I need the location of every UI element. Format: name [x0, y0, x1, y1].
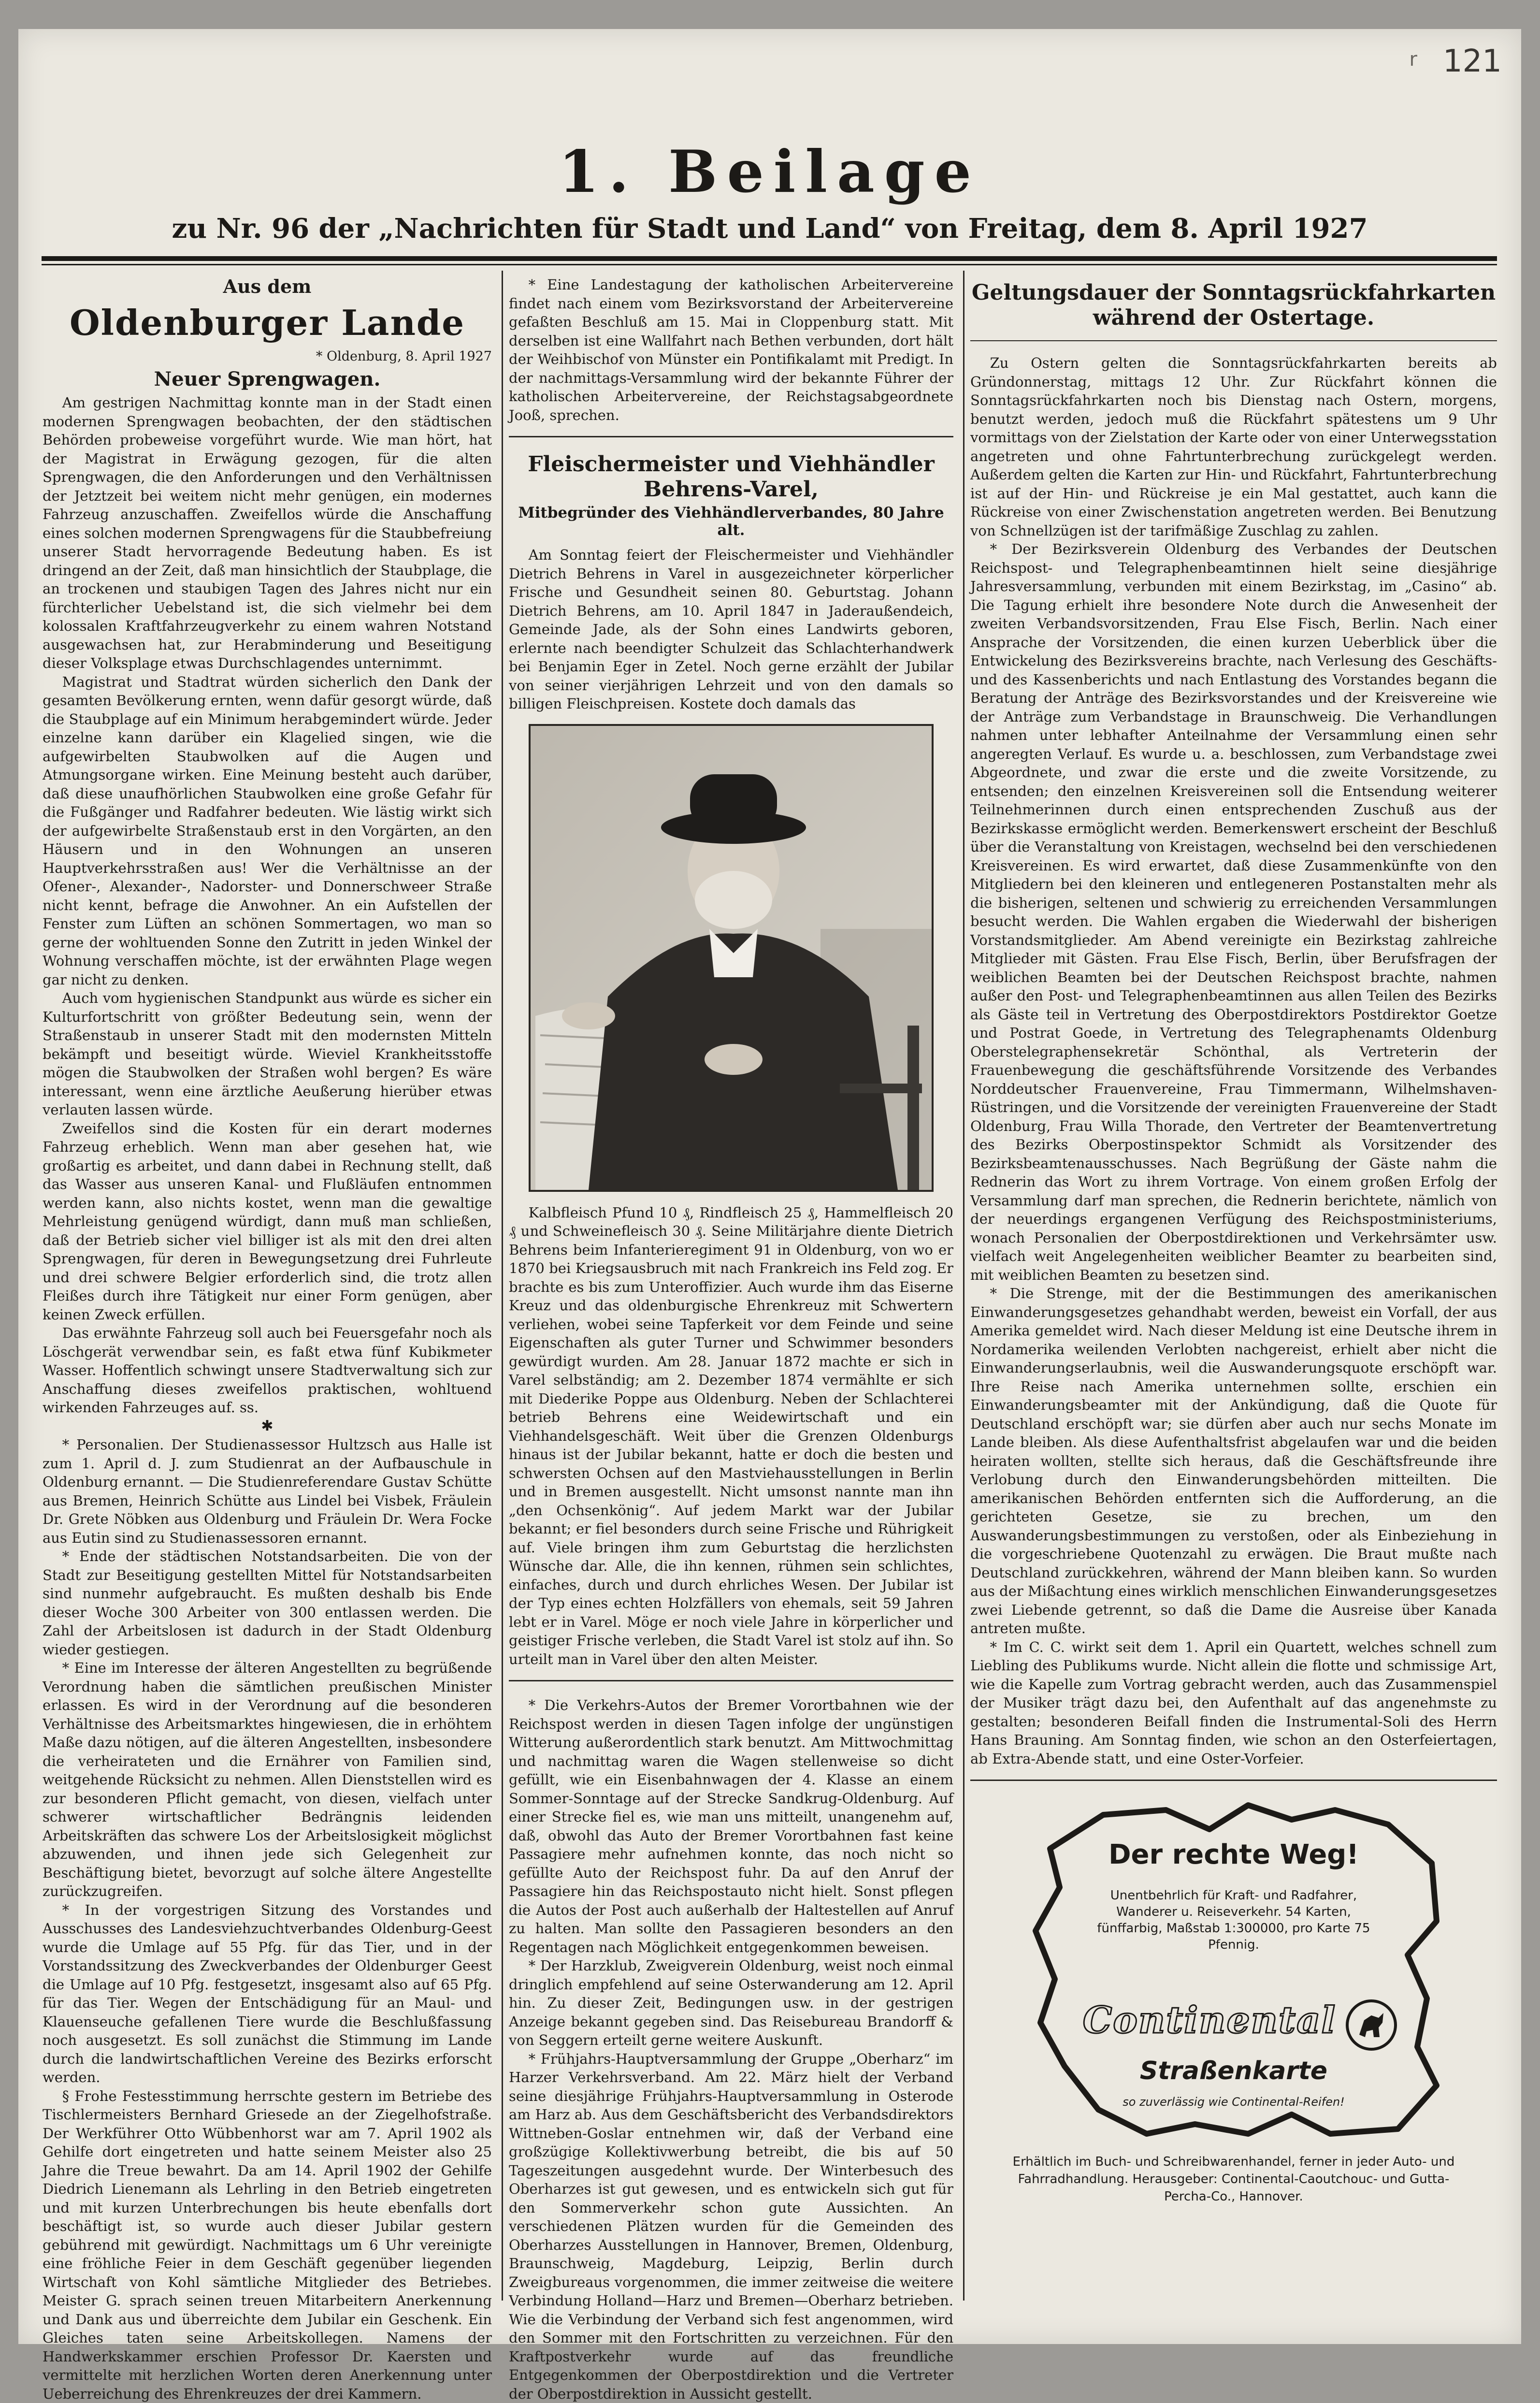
paragraph: * Der Harzklub, Zweigverein Oldenburg, weist noch einmal dringlich empfehlend auf seine Osterwanderung am 12. April hin. Zu dieser Zeit, Bedingungen usw. in der gestrigen Anzeige bekannt gegeben sind. Das Reisebureau Brandorff & von Seggern erteilt gerne weitere Auskunft. — [509, 1956, 953, 2050]
article-headline-behrens: Fleischermeister und Viehhändler Behrens-Varel, — [509, 452, 953, 502]
ad-product-name: Straßenkarte — [1007, 2056, 1461, 2085]
portrait-photo — [529, 724, 934, 1192]
page-margin-mark: r — [1410, 48, 1417, 71]
ad-tagline: so zuverlässig wie Continental-Reifen! — [1007, 2095, 1461, 2109]
separator-star-icon: ✱ — [43, 1417, 492, 1436]
paragraph: * Die Strenge, mit der die Bestimmungen des amerikanischen Einwanderungsgesetzes gehandhabt werden, beweist ein Vorfall, der aus Amerika gemeldet wird. Nach dieser Meldung ist eine Deutsche ihrem in Nordamerika weilenden Verlobten nachgereist, erhielt aber nicht die Einwanderungserlaubnis, weil die Auswanderungsquote erschöpft war. Ihre Reise nach Amerika unternehmen sollte, erschien ein Einwanderungsbeamter mit der Ankündigung, daß die Quote für Deutschland erschöpft war; sie dürfen aber auch nur sechs Monate im Lande bleiben. Als diese Aufenthaltsfrist abgelaufen war und die beiden heiraten wollten, stellte sich heraus, daß die Geschäftsfreunde ihre Verlobung durch den Einwanderungsbehörden mitteilten. Die amerikanischen Behörden entfernten sich die Aufforderung, an die gerichteten Gesetze, sie zu brechen, um den Auswanderungsbestimmungen zu verstoßen, oder als Einbeziehung in die vorgeschriebene Quotenzahl zu erwägen. Die Braut mußte nach Deutschland zurückkehren, während der Mann bleiben kann. So wurden aus der Mißachtung eines wirklich menschlichen Einwanderungsgesetzes zwei Liebende getrennt, so daß die Dame die Ausreise über Kanada antreten mußte. — [970, 1284, 1497, 1638]
paragraph: * Eine im Interesse der älteren Angestellten zu begrüßende Verordnung haben die sämtlichen preußischen Minister erlassen. Es wird in der Verordnung auf die besonderen Verhältnisse des Arbeitsmarktes hingewiesen, die in erhöhtem Maße dazu nötigen, auf die älteren Angestellten, insbesondere die verheirateten und die Ernährer von Familien sind, weitgehende Rücksicht zu nehmen. Allen Dienststellen wird es zur besonderen Pflicht gemacht, von diesen, vielfach unter schwerer wirtschaftlicher Bedrängnis leidenden Arbeitskräften das schwere Los der Arbeitslosigkeit möglichst abzuwenden, und ihnen jede sich Gelegenheit zur Beschäftigung bietet, bevorzugt auf solche ältere Angestellte zurückzugreifen. — [43, 1659, 492, 1901]
supplement-subtitle: zu Nr. 96 der „Nachrichten für Stadt und Land“ von Freitag, dem 8. April 1927 — [18, 213, 1521, 245]
paragraph: Am gestrigen Nachmittag konnte man in der Stadt einen modernen Sprengwagen beobachten, der den städtischen Behörden probeweise vorgeführt wurde. Wie man hört, hat der Magistrat in Erwägung gezogen, für die alten Sprengwagen, die den Anforderungen und den Verhältnissen der Jetztzeit bei weitem nicht mehr genügen, ein modernes Fahrzeug anzuschaffen. Zweifellos würde die Anschaffung eines solchen modernen Sprengwagens für die Staubbefreiung unserer Stadt hervorragende Bedeutung haben. Es ist dringend an der Zeit, daß man hinsichtlich der Staubplage, die an trockenen und staubigen Tagen des Jahres nicht nur ein fürchterlicher Uebelstand ist, die sich vielmehr bei dem kolossalen Kraftfahrzeugverkehr zu einem wahren Notstand ausgewachsen hat, zur Herabminderung und Beseitigung dieser Volksplage etwas Durchschlagendes unternimmt. — [43, 393, 492, 673]
paragraph: Am Sonntag feiert der Fleischermeister und Viehhändler Dietrich Behrens in Varel in ausgezeichneter körperlicher Frische und Gesundheit seinen 80. Geburtstag. Johann Dietrich Behrens, am 10. April 1847 in Jaderaußendeich, Gemeinde Jade, als der Sohn eines Landwirts geboren, erlernte nach beendigter Schulzeit das Schlachterhandwerk bei Benjamin Eger in Zetel. Noch gerne erzählt der Jubilar von seiner vierjährigen Lehrzeit und von den damals so billigen Fleischpreisen. Kostete doch damals das — [509, 546, 953, 713]
paragraph: Das erwähnte Fahrzeug soll auch bei Feuersgefahr noch als Löschgerät verwendbar sein, es faßt etwa fünf Kubikmeter Wasser. Hoffentlich schwingt unsere Stadtverwaltung sich zur Anschaffung dieses zweifellos praktischen, wohltuend wirkenden Fahrzeuges auf. ss. — [43, 1324, 492, 1417]
section-rule — [509, 436, 953, 437]
continental-logo: Continental — [1074, 1998, 1345, 2047]
paragraph: Kalbfleisch Pfund 10 ₰, Rindfleisch 25 ₰, Hammelfleisch 20 ₰ und Schweinefleisch 30 ₰. Seine Militärjahre diente Dietrich Behrens beim Infanterieregiment 91 in Oldenburg, von wo er 1870 bei Kriegsausbruch mit nach Frankreich ins Feld zog. Er brachte es bis zum Unteroffizier. Auch wurde ihm das Eiserne Kreuz und das oldenburgische Ehrenkreuz mit Schwertern verliehen, wobei seine Tapferkeit vor dem Feinde und seine Eigenschaften als guter Turner und Schwimmer besonders gewürdigt wurden. Am 28. Januar 1872 machte er sich in Varel selbständig; am 2. Dezember 1874 vermählte er sich mit Diederike Poppe aus Oldenburg. Neben der Schlachterei betrieb Behrens eine Weidewirtschaft und ein Viehhandelsgeschäft. Weit über die Grenzen Oldenburgs hinaus ist der Jubilar bekannt, hatte er doch die besten und schwersten Ochsen auf den Mastviehausstellungen in Berlin und in Bremen ausgestellt. Nicht umsonst nannte man ihn „den Ochsenkönig“. Auf jedem Markt war der Jubilar bekannt; er fiel besonders durch seine Frische und Rührigkeit auf. Viele bringen ihm zum Geburtstag die herzlichsten Wünsche dar. Alle, die ihn kennen, rühmen sein schlichtes, einfaches, durch und durch ehrliches Wesen. Der Jubilar ist der Typ eines echten Holzfällers von ehemals, seit 59 Jahren lebt er in Varel. Möge er noch viele Jahre in körperlicher und geistiger Frische verleben, die Stadt Varel ist stolz auf ihn. So urteilt man in Varel über den alten Meister. — [509, 1203, 953, 1669]
column-3-text — [970, 354, 1497, 1768]
column-1-text — [43, 393, 492, 2403]
paragraph: Zu Ostern gelten die Sonntagsrückfahrkarten bereits ab Gründonnerstag, mittags 12 Uhr. Zur Rückfahrt können die Sonntagsrückfahrkarten noch bis Dienstag nach Ostern, morgens, benutzt werden, jedoch muß die Rückfahrt spätestens um 9 Uhr vormittags von der Zielstation der Karte oder von einer Unterwegsstation angetreten und ohne Fahrtunterbrechung zurückgelegt werden. Außerdem gelten die Karten zur Hin- und Rückfahrt, Fahrtunterbrechung ist auf der Hin- und Rückreise je ein Mal gestattet, auch kann die Rückreise von einer Zwischenstation angetreten werden. Bei Benutzung von Schnellzügen ist der tarifmäßige Zuschlag zu zahlen. — [970, 354, 1497, 540]
article-headline-sonntagsrueckfahrkarten: Geltungsdauer der Sonntagsrückfahrkarten während der Ostertage. — [970, 280, 1497, 331]
portrait-photo-drawing — [531, 726, 932, 1190]
column-2-behrens-text-a — [509, 546, 953, 713]
header-rule-thin — [42, 264, 1497, 265]
page-number: 121 — [1443, 43, 1502, 79]
paragraph: * Personalien. Der Studienassessor Hultzsch aus Halle ist zum 1. April d. J. zum Studienrat an der Aufbauschule in Oldenburg ernannt. — Die Studienreferendare Gustav Schütte aus Bremen, Heinrich Schütte aus Lindel bei Visbek, Fräulein Dr. Grete Nöbken aus Oldenburg und Fräulein Dr. Wera Focke aus Eutin sind zu Studienassessoren ernannt. — [43, 1435, 492, 1547]
ad-body-text: Unentbehrlich für Kraft- und Radfahrer, Wanderer u. Reiseverkehr. 54 Karten, fünffarbig, Maßstab 1:300000, pro Karte 75 Pfennig. — [1094, 1887, 1374, 1953]
column-divider-left — [502, 271, 503, 2301]
column-middle — [509, 275, 953, 2315]
paragraph: * Die Verkehrs-Autos der Bremer Vorortbahnen wie der Reichspost werden in diesen Tagen infolge der ungünstigen Witterung außerordentlich stark benutzt. Am Mittwochmittag und nachmittag waren die Wagen stellenweise so dicht gefüllt, wie ein Eisenbahnwagen der 4. Klasse an einem Sommer-Sonntage auf der Strecke Sandkrug-Oldenburg. Auf einer Strecke fiel es, wie man uns mitteilt, unangenehm auf, daß, obwohl das Auto der Bremer Vorortbahnen fast keine Passagiere mehr aufnehmen konnte, das noch nicht so gefüllte Auto der Reichspost fuhr. Da auf den Anruf der Passagiere hin das Reichspostauto nicht hielt. Sonst pflegen die Autos der Post auch außerhalb der Haltestellen auf Anruf zu halten. Man sollte den Passagieren besonders an den Regentagen nach Möglichkeit entgegenkommen beweisen. — [509, 1696, 953, 1956]
column-oldenburger-lande — [43, 275, 492, 2315]
ad-headline: Der rechte Weg! — [1007, 1839, 1461, 1870]
paragraph: * Der Bezirksverein Oldenburg des Verbandes der Deutschen Reichspost- und Telegraphenbeamtinnen hielt seine diesjährige Jahresversammlung, verbunden mit einem Bezirkstag, im „Casino“ ab. Die Tagung erhielt ihre besondere Note durch die Anwesenheit der zweiten Verbandsvorsitzenden, Frau Else Fisch, Berlin. Nach einer Ansprache der Vorsitzenden, die einen kurzen Ueberblick über die Entwickelung des Bezirksvereins brachte, nach Verlesung des Geschäfts- und des Kassenberichts und nach Entlastung des Vorstandes begann die Beratung der Anträge des Bezirksvorstandes und der Kreisvereine wie der Anträge zum Verbandstage in Braunschweig. Die Verhandlungen nahmen unter lebhafter Anteilnahme der Versammlung einen sehr angeregten Verlauf. Es wurde u. a. beschlossen, zum Verbandstage zwei Abgeordnete, und zwar die erste und die zweite Vorsitzende, zu entsenden; den einzelnen Kreisvereinen soll die Entsendung weiterer Teilnehmerinnen durch einen entsprechenden Zuschuß aus der Bezirkskasse ermöglicht werden. Bemerkenswert erscheint der Beschluß über die Veranstaltung von Kreistagen, wechselnd bei den verschiedenen Kreisvereinen. Es wird erwartet, daß diese Zusammenkünfte von den Mitgliedern bei den kleineren und entlegeneren Postanstalten mehr als die bisherigen, seltenen und schwierig zu erreichenden Versammlungen besucht werden. Die Wahlen ergaben die Wiederwahl der bisherigen Vorstandsmitglieder. Am Abend vereinigte ein Bezirkstag zahlreiche Mitglieder mit Gästen. Frau Else Fisch, Berlin, über Berufsfragen der weiblichen Beamten bei der Deutschen Reichspost brachte, nahmen außer den Post- und Telegraphenbeamtinnen aus allen Teilen des Bezirks als Gäste teil in Vertretung des Oberpostdirektors Postdirektor Goetze und Postrat Goede, in Vertretung des Telegraphenamts Oldenburg Oberstelegraphensekretär Schönthal, als Vertreterin der Frauenbewegung die geschäftsführende Vorsitzende des Verbandes Norddeutscher Frauenvereine, Frau Timmermann, Wilhelmshaven-Rüstringen, und die Vorsitzende der vereinigten Frauenvereine der Stadt Oldenburg, Frau Willa Thorade, den Vertreter der Beamtenvertretung des Bezirks Oberpostinspektor Schmidt als Vorsitzender des Bezirksbeamtenausschusses. Nach Begrüßung der Gäste nahm die Rednerin das Wort zu ihrem Vortrage. Von einem großen Erfolg der Versammlung darf man sprechen, die Rednerin berichtete, nämlich von der neuerdings ergangenen Verfügung des Reichspostministeriums, wonach Personalien der Oberpostdirektionen und Verkehrsämter usw. vielfach weit Angelegenheiten weiblicher Beamter zu bearbeiten sind, mit weiblichen Beamten zu besetzen sind. — [970, 540, 1497, 1284]
column-right — [970, 275, 1497, 2315]
column-2-behrens-text-b — [509, 1203, 953, 1669]
paragraph: * Ende der städtischen Notstandsarbeiten. Die von der Stadt zur Beseitigung gestellten Mittel für Notstandsarbeiten sind nunmehr aufgebraucht. Es mußten deshalb bis Ende dieser Woche 300 Arbeiter von 300 entlassen werden. Die Zahl der Arbeitslosen ist dadurch in der Stadt Oldenburg wieder gestiegen. — [43, 1547, 492, 1659]
horse-emblem-icon — [1345, 1998, 1398, 2052]
supplement-title: 1. Beilage — [18, 138, 1521, 206]
ad-footer-text: Erhältlich im Buch- und Schreibwarenhandel, ferner in jeder Auto- und Fahrradhandlung. Herausgeber: Continental-Caoutchouc- und Gutta-Percha-Co., Hannover. — [1007, 2153, 1461, 2205]
article-headline-sprengwagen: Neuer Sprengwagen. — [43, 368, 492, 391]
column-divider-right — [963, 271, 964, 2301]
paragraph: * In der vorgestrigen Sitzung des Vorstandes und Ausschusses des Landesviehzuchtverbandes Oldenburg-Geest wurde die Umlage auf 55 Pfg. für das Tier, und in der Vorstandssitzung des Zweckverbandes der Oldenburger Geest die Umlage auf 10 Pfg. festgesetzt, insgesamt also auf 65 Pfg. für das Tier. Wegen der Entschädigung für an Maul- und Klauenseuche gefallenen Tiere wurde die Beschlußfassung noch ausgesetzt. Es soll zunächst die Stimmung im Lande durch die landwirtschaftlichen Vereine des Bezirks erforscht werden. — [43, 1901, 492, 2087]
section-kicker: Aus dem — [43, 275, 492, 297]
section-rule — [970, 1780, 1497, 1781]
paragraph: § Frohe Festesstimmung herrschte gestern im Betriebe des Tischlermeisters Bernhard Griesede an der Ziegelhofstraße. Der Werkführer Otto Wübbenhorst war am 7. April 1902 als Gehilfe dort eingetreten und hatte seinem Meister also 25 Jahre die Treue bewahrt. Da am 14. April 1902 der Gehilfe Diedrich Lienemann als Lehrling in den Betrieb eingetreten und mit kurzen Unterbrechungen bis heute ebenfalls dort beschäftigt ist, so wurde auch dieser Jubilar gestern gebührend mit gewürdigt. Nachmittags um 6 Uhr vereinigte eine fröhliche Feier in dem Geschäft gegenüber liegenden Wirtschaft von Kohl sämtliche Mitglieder des Betriebes. Meister G. sprach seinen treuen Mitarbeitern Anerkennung und Dank aus und überreichte dem Jubilar ein Geschenk. Ein Gleiches taten seine Arbeitskollegen. Namens der Handwerkskammer erschien Professor Dr. Kaersten und vermittelte mit herzlichen Worten deren Anerkennung unter Ueberreichung des Ehrenkreuzes der drei Kammern. — [43, 2087, 492, 2403]
dateline: * Oldenburg, 8. April 1927 — [43, 349, 492, 364]
paragraph: * Eine Landestagung der katholischen Arbeitervereine findet nach einem vom Bezirksvorstand der Arbeitervereine gefaßten Beschluß am 15. Mai in Cloppenburg statt. Mit derselben ist eine Wallfahrt nach Bethen verbunden, dort hält der Weihbischof von Münster ein Pontifikalamt mit Predigt. In der nachmittags-Versammlung wird der bekannte Führer der katholischen Arbeitervereine, der Reichstagsabgeordnete Jooß, sprechen. — [509, 275, 953, 424]
paragraph: * Frühjahrs-Hauptversammlung der Gruppe „Oberharz“ im Harzer Verkehrsverband. Am 22. März hielt der Verband seine diesjährige Frühjahrs-Hauptversammlung in Osterode am Harz ab. Aus dem Geschäftsbericht des Verbandsdirektors Wittneben-Goslar entnehmen wir, daß der Verband eine großzügige Kollektivwerbung betreibt, die bis auf 50 Tageszeitungen ausgedehnt wurde. Der Winterbesuch des Oberharzes ist gut gewesen, und es entwickeln sich gut für den Sommerverkehr schon gute Aussichten. An verschiedenen Plätzen wurden für die Gemeinden des Oberharzes Ausstellungen in Hannover, Bremen, Oldenburg, Braunschweig, Magdeburg, Leipzig, Berlin durch Zweigbureaus vorgenommen, die immer zeitweise die weitere Verbindung Holland—Harz und Bremen—Oberharz betrieben. Wie die Verbindung der Verband sich fest angenommen, wird den Sommer mit den Fortschritten zu verzeichnen. Für den Kraftpostverkehr wurde auf das freundliche Entgegenkommen der Oberpostdirektion und die Vertreter der Oberpostdirektion in Aussicht gestellt. — [509, 2050, 953, 2403]
paragraph: Auch vom hygienischen Standpunkt aus würde es sicher ein Kulturfortschritt von größter Bedeutung sein, wenn der Straßenstaub in unserer Stadt mit den modernsten Mitteln bekämpft und beseitigt würde. Wieviel Krankheitsstoffe mögen die Staubwolken der Straßen wohl bergen? Es wäre interessant, wenn eine ärztliche Aeußerung hierüber etwas verlauten lassen würde. — [43, 989, 492, 1119]
column-2-top-text — [509, 275, 953, 424]
section-headline: Oldenburger Lande — [43, 302, 492, 343]
paragraph: Zweifellos sind die Kosten für ein derart modernes Fahrzeug erheblich. Wenn man aber gesehen hat, wie großartig es arbeitet, und dann dabei in Rechnung stellt, daß das Wasser aus unseren Kanal- und Flußläufen entnommen werden kann, also nichts kostet, wenn man die gewaltige Mehrleistung genügend würdigt, dann muß man schließen, daß der Betrieb sicher viel billiger ist als mit den drei alten Sprengwagen, für deren in Bewegungsetzung drei Fuhrleute und drei schwere Belgier erforderlich sind, die trotz allen Fleißes durch ihre Tätigkeit nur einer Form genügen, aber keinen Zweck erfüllen. — [43, 1119, 492, 1324]
continental-advertisement — [1007, 1795, 1461, 2303]
paragraph: Magistrat und Stadtrat würden sicherlich den Dank der gesamten Bevölkerung ernten, wenn dafür gesorgt würde, daß die Staubplage auf ein Minimum herabgemindert würde. Jeder einzelne kann darüber ein Klagelied singen, wie die aufgewirbelten Staubwolken auf die Augen und Atmungsorgane wirken. Eine Meinung besteht auch darüber, daß diese unaufhörlichen Staubwolken eine große Gefahr für die Fußgänger und Radfahrer bedeuten. Wie lästig wirkt sich der aufgewirbelte Straßenstaub erst in den Vorgärten, an den Häusern und in den Wohnungen an unseren Hauptverkehrsstraßen aus! Wer die Verhältnisse an der Ofener-, Alexander-, Nadorster- und Donnerschweer Straße nicht kennt, befrage die Anwohner. An ein Aufstellen der Fenster zum Lüften an schönen Sommertagen, wo man so gerne der wohltuenden Sonne den Zutritt in jeden Winkel der Wohnung verschaffen möchte, ist der erwähnten Plage wegen gar nicht zu denken. — [43, 673, 492, 989]
paragraph: * Im C. C. wirkt seit dem 1. April ein Quartett, welches schnell zum Liebling des Publikums wurde. Nicht allein die flotte und schmissige Art, wie die Kapelle zum Vortrag gebracht werden, auch das Zusammenspiel der Musiker trägt dazu bei, den Aufenthalt auf das angenehmste zu gestalten; besonderen Beifall finden die Instrumental-Soli des Herrn Hans Brauning. Am Sonntag finden, wie schon an den Osterfeiertagen, ab Extra-Abende statt, und eine Oster-Vorfeier. — [970, 1638, 1497, 1768]
newspaper-page — [18, 29, 1521, 2344]
article-lead-behrens: Mitbegründer des Viehhändlerverbandes, 80 Jahre alt. — [509, 504, 953, 539]
section-rule — [970, 340, 1497, 341]
column-2-bottom-text — [509, 1696, 953, 2403]
header-rule-thick — [42, 256, 1497, 261]
section-rule — [509, 1680, 953, 1681]
